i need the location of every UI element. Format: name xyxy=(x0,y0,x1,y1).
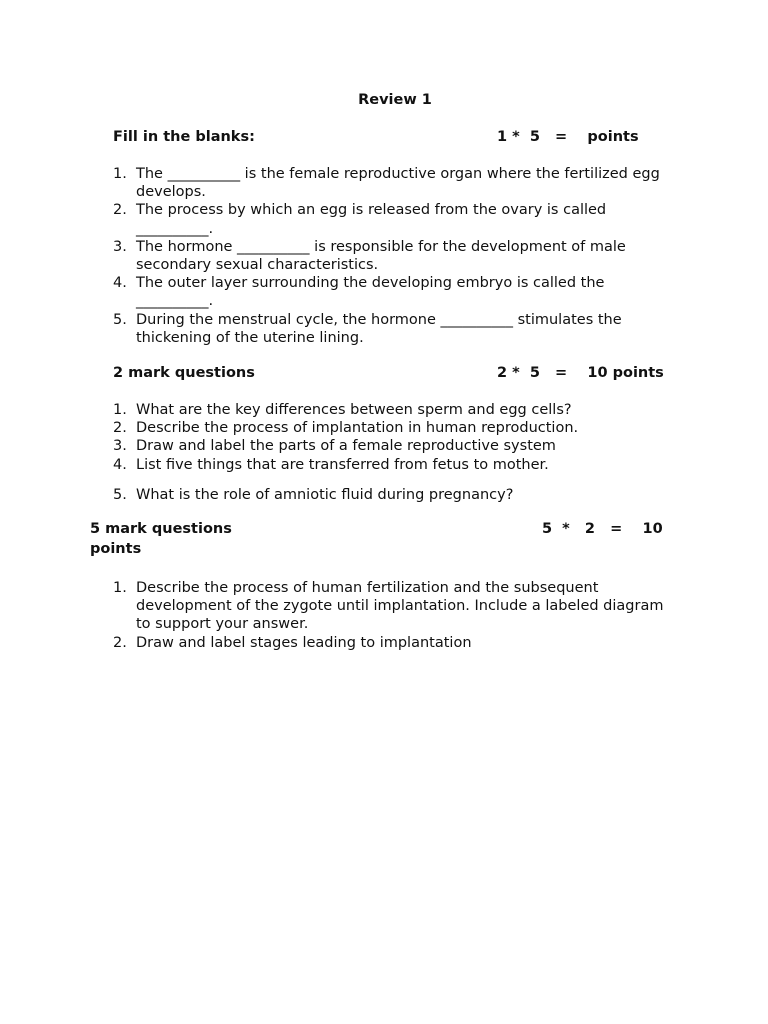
question-text: The process by which an egg is released from the ovary is called __________. xyxy=(136,202,607,237)
question-number: 4. xyxy=(113,456,127,473)
two-mark-question-list xyxy=(113,401,673,504)
page-title: Review 1 xyxy=(358,92,432,108)
list-item xyxy=(113,486,673,504)
section-points-2-mark: 2 * 5 = 10 points xyxy=(497,365,664,381)
question-text: Describe the process of human fertilization and the subsequent development of the zygote until implantation. Include a labeled diagram to support your answer. xyxy=(136,580,664,633)
five-mark-question-list xyxy=(113,579,673,652)
list-item xyxy=(113,419,673,437)
question-text: During the menstrual cycle, the hormone __________ stimulates the thickening of the uterine lining. xyxy=(136,311,622,346)
question-text: The __________ is the female reproductive organ where the fertilized egg develops. xyxy=(136,166,660,201)
list-item xyxy=(113,165,673,201)
question-number: 5. xyxy=(113,311,127,328)
question-text: The hormone __________ is responsible for the development of male secondary sexual characteristics. xyxy=(136,238,626,274)
question-text: What are the key differences between sperm and egg cells? xyxy=(136,402,572,418)
question-text: List five things that are transferred from fetus to mother. xyxy=(136,456,549,473)
question-number: 2. xyxy=(113,420,127,437)
question-number: 1. xyxy=(113,402,127,418)
list-item xyxy=(113,238,673,274)
list-item xyxy=(113,311,673,347)
question-number: 2. xyxy=(113,202,127,219)
section-heading-5-mark: 5 mark questions xyxy=(90,521,232,537)
question-text: What is the role of amniotic fluid during pregnancy? xyxy=(136,486,514,503)
question-number: 3. xyxy=(113,238,127,255)
list-item xyxy=(113,634,673,652)
list-item xyxy=(113,456,673,474)
section-points-continuation: points xyxy=(90,541,142,557)
list-item xyxy=(113,201,673,237)
list-item xyxy=(113,579,673,634)
section-points-5-mark: 5 * 2 = 10 xyxy=(542,521,663,537)
question-text: Draw and label stages leading to implantation xyxy=(136,634,472,651)
question-number: 1. xyxy=(113,580,127,596)
section-heading-fill-blanks: Fill in the blanks: xyxy=(113,129,255,145)
section-heading-2-mark: 2 mark questions xyxy=(113,365,255,381)
question-text: Draw and label the parts of a female reproductive system xyxy=(136,438,556,455)
question-text: The outer layer surrounding the developing embryo is called the __________. xyxy=(136,275,605,310)
question-number: 1. xyxy=(113,166,127,182)
list-item xyxy=(113,274,673,310)
question-number: 2. xyxy=(113,634,127,651)
list-item xyxy=(113,401,673,419)
question-number: 3. xyxy=(113,438,127,455)
section-points-fill-blanks: 1 * 5 = points xyxy=(497,129,639,145)
list-item xyxy=(113,437,673,455)
question-number: 4. xyxy=(113,275,127,292)
question-number: 5. xyxy=(113,486,127,503)
fill-blanks-question-list xyxy=(113,165,673,347)
question-text: Describe the process of implantation in human reproduction. xyxy=(136,420,579,437)
